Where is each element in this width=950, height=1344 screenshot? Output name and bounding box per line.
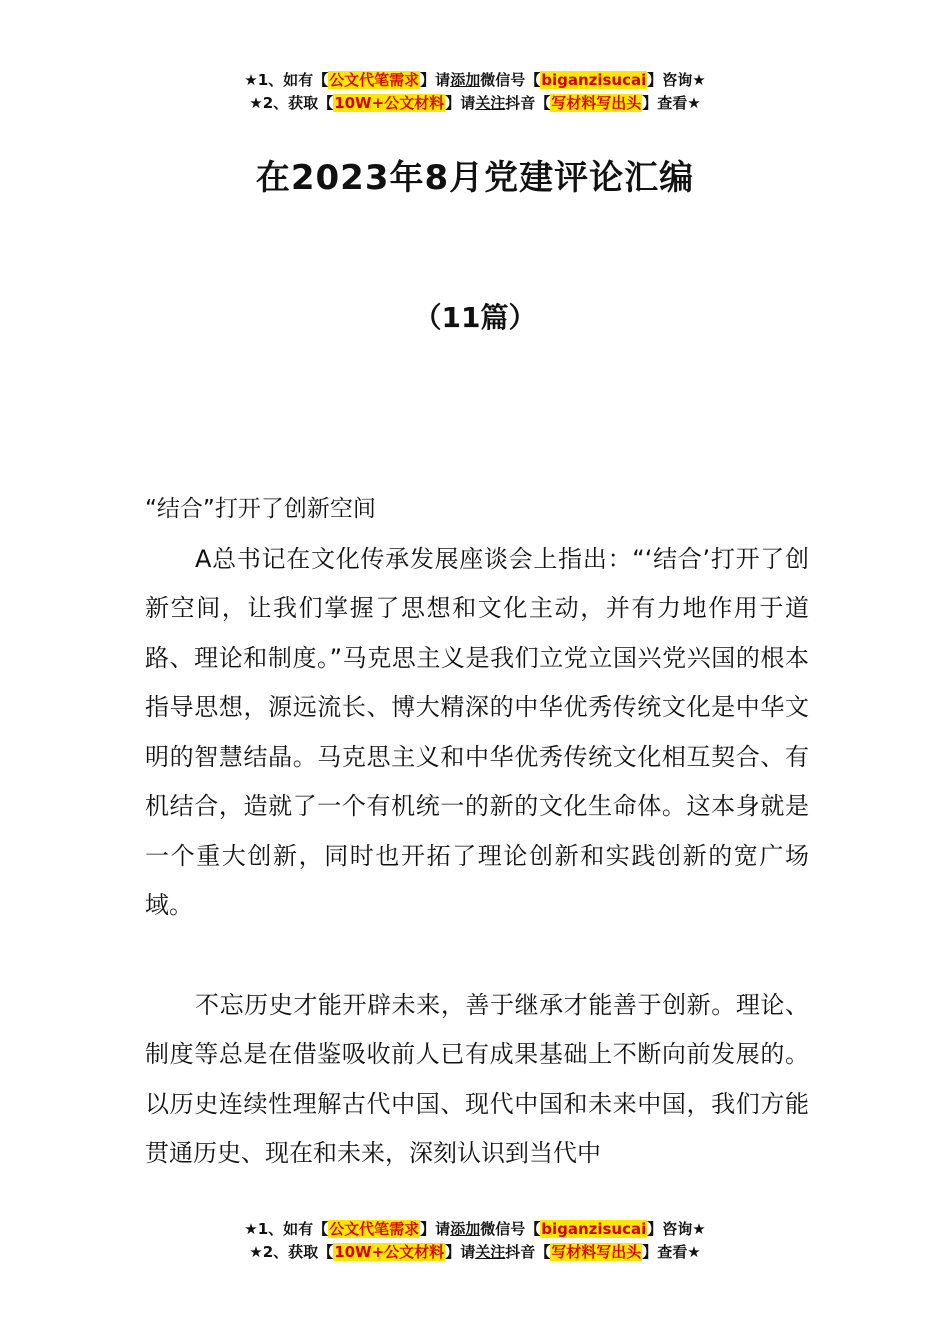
promo-text: 】请 xyxy=(445,94,476,112)
promo-underline: 添加 xyxy=(450,1220,481,1238)
promo-underline: 关注 xyxy=(475,1243,506,1261)
promo-underline: 添加 xyxy=(450,71,481,89)
promo-text: 】查看★ xyxy=(642,1243,701,1261)
promo-line-1 xyxy=(0,1218,950,1241)
promo-text: ★2、获取【 xyxy=(249,94,334,112)
document-body xyxy=(145,485,809,1179)
promo-highlight: 10W+公文材料 xyxy=(334,94,445,112)
promo-highlight: 10W+公文材料 xyxy=(334,1243,445,1261)
promo-text: 】请 xyxy=(420,71,451,89)
promo-text: 】咨询★ xyxy=(647,71,706,89)
promo-text: 】请 xyxy=(420,1220,451,1238)
document-title: 在2023年8月党建评论汇编 xyxy=(255,158,695,198)
promo-text: 微信号【 xyxy=(480,1220,541,1238)
promo-text: 】查看★ xyxy=(642,94,701,112)
paragraph: 不忘历史才能开辟未来，善于继承才能善于创新。理论、制度等总是在借鉴吸收前人已有成果基础上不断向前发展的。以历史连续性理解古代中国、现代中国和未来中国，我们方能贯通历史、现在和未来，深刻认识到当代中 xyxy=(145,990,809,1167)
promo-banner-bottom xyxy=(0,1218,950,1264)
promo-highlight: biganzisucai xyxy=(541,1220,647,1238)
promo-highlight: 公文代笔需求 xyxy=(329,71,420,89)
promo-text: 抖音【 xyxy=(505,1243,551,1261)
promo-banner-top xyxy=(0,69,950,115)
promo-highlight: 写材料写出头 xyxy=(551,94,642,112)
promo-line-2 xyxy=(0,1241,950,1264)
promo-highlight: 公文代笔需求 xyxy=(329,1220,420,1238)
promo-underline: 关注 xyxy=(475,94,506,112)
promo-line-2 xyxy=(0,92,950,115)
document-subtitle: （11篇） xyxy=(413,301,537,334)
promo-text: 抖音【 xyxy=(505,94,551,112)
promo-highlight: 写材料写出头 xyxy=(551,1243,642,1261)
promo-text: 】咨询★ xyxy=(647,1220,706,1238)
paragraph-spacer xyxy=(145,931,809,981)
promo-text: ★2、获取【 xyxy=(249,1243,334,1261)
promo-highlight: biganzisucai xyxy=(541,71,647,89)
promo-text: 微信号【 xyxy=(480,71,541,89)
paragraph: A总书记在文化传承发展座谈会上指出：“‘结合’打开了创新空间，让我们掌握了思想和文化主动，并有力地作用于道路、理论和制度。”马克思主义是我们立党立国兴党兴国的根本指导思想，源远流长、博大精深的中华优秀传统文化是中华文明的智慧结晶。马克思主义和中华优秀传统文化相互契合、有机结合，造就了一个有机统一的新的文化生命体。这本身就是一个重大创新，同时也开拓了理论创新和实践创新的宽广场域。 xyxy=(145,544,809,919)
promo-text: ★1、如有【 xyxy=(244,1220,329,1238)
promo-line-1 xyxy=(0,69,950,92)
section-heading: “结合”打开了创新空间 xyxy=(145,496,376,522)
promo-text: 】请 xyxy=(445,1243,476,1261)
promo-text: ★1、如有【 xyxy=(244,71,329,89)
